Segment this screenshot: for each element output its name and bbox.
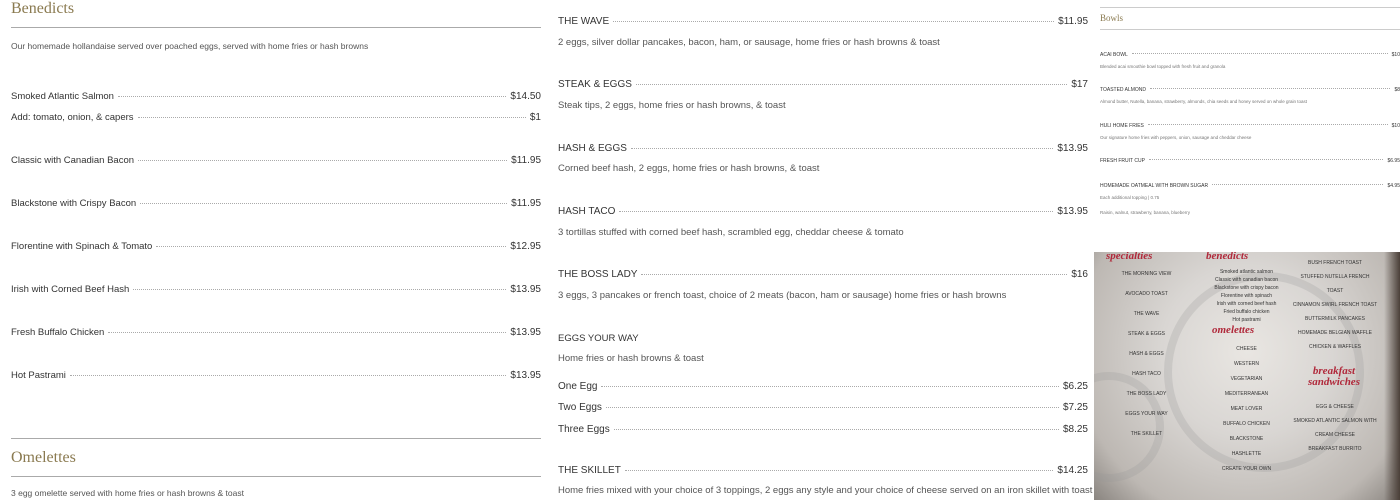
- leader-dots: [1148, 124, 1388, 125]
- leader-dots: [138, 117, 526, 118]
- item-description: Blended acai smoothie bowl topped with fresh fruit and granola: [1100, 64, 1226, 69]
- menu-item: [1100, 87, 1400, 93]
- item-price: $12.95: [510, 241, 541, 252]
- menu-item: [558, 269, 1088, 280]
- menu-item: [1100, 183, 1400, 189]
- item-price: $1: [529, 112, 541, 123]
- leader-dots: [1212, 184, 1383, 185]
- leader-dots: [1150, 88, 1390, 89]
- item-name: Florentine with Spinach & Tomato: [11, 241, 153, 252]
- leader-dots: [108, 332, 506, 333]
- item-description: Each additional topping | 0.75: [1100, 195, 1160, 200]
- leader-dots: [625, 470, 1054, 471]
- item-name: Fresh Buffalo Chicken: [11, 327, 105, 338]
- item-price: $11.95: [1058, 16, 1088, 27]
- photo-text: BUSH FRENCH TOAST STUFFED NUTELLA FRENCH TOAST CINNAMON SWIRL FRENCH TOAST BUTTERMILK PANCAKES HOMEMADE BELGIAN WAFFLE CHICKEN & WAFFLES: [1292, 260, 1378, 350]
- item-name: Irish with Corned Beef Hash: [11, 284, 130, 295]
- item-price: $13.95: [510, 327, 541, 338]
- item-name: THE SKILLET: [558, 465, 621, 476]
- item-price: $10: [1391, 123, 1400, 129]
- menu-item: [11, 112, 541, 123]
- item-name: Three Eggs: [558, 424, 610, 435]
- item-description: Steak tips, 2 eggs, home fries or hash browns, & toast: [558, 100, 786, 111]
- photo-text: THE MORNING VIEW AVOCADO TOAST THE WAVE STEAK & EGGS HASH & EGGS HASH TACO THE BOSS LADY EGGS YOUR WAY THE SKILLET: [1121, 271, 1172, 437]
- item-name: TOASTED ALMOND: [1100, 87, 1147, 93]
- menu-item: [11, 284, 541, 295]
- leader-dots: [619, 211, 1053, 212]
- photo-text: EGG & CHEESE SMOKED ATLANTIC SALMON WITH CREAM CHEESE BREAKFAST BURRITO: [1293, 404, 1377, 452]
- leader-dots: [70, 375, 507, 376]
- section-description: Our homemade hollandaise served over poached eggs, served with home fries or hash browns: [11, 41, 369, 51]
- photo-heading: breakfast sandwiches: [1308, 365, 1360, 388]
- menu-item: [1100, 158, 1400, 164]
- section-title-benedicts: Benedicts: [11, 0, 75, 17]
- leader-dots: [613, 21, 1054, 22]
- leader-dots: [601, 386, 1058, 387]
- photo-heading: benedicts: [1206, 252, 1249, 262]
- item-price: $14.25: [1057, 465, 1088, 476]
- menu-item: [558, 16, 1088, 27]
- menu-item: [1100, 123, 1400, 129]
- item-description: Home fries or hash browns & toast: [558, 353, 704, 364]
- item-description: Our signature home fries with peppers, onion, sausage and cheddar cheese: [1100, 135, 1252, 140]
- divider: [1100, 29, 1400, 30]
- item-name: Two Eggs: [558, 402, 602, 413]
- item-name: THE WAVE: [558, 16, 610, 27]
- item-price: $6.95: [1387, 158, 1400, 164]
- item-name: One Egg: [558, 381, 598, 392]
- leader-dots: [138, 160, 507, 161]
- menu-item: [558, 79, 1088, 90]
- item-name: HULI HOME FRIES: [1100, 123, 1144, 129]
- menu-item: [558, 424, 1088, 435]
- section-title-omelettes: Omelettes: [11, 449, 76, 466]
- item-price: $11.95: [511, 155, 541, 166]
- item-price: $17: [1071, 79, 1088, 90]
- item-name: HOMEMADE OATMEAL WITH BROWN SUGAR: [1100, 183, 1209, 189]
- menu-item: [558, 465, 1088, 476]
- item-price: $10: [1391, 52, 1400, 58]
- item-price: $7.25: [1062, 402, 1088, 413]
- item-name: Hot Pastrami: [11, 370, 66, 381]
- section-title-bowls: Bowls: [1100, 13, 1124, 23]
- item-price: $16: [1071, 269, 1088, 280]
- menu-item: [11, 91, 541, 102]
- leader-dots: [133, 289, 506, 290]
- item-name: ACAI BOWL: [1100, 52, 1128, 58]
- eggs-your-way-title: EGGS YOUR WAY: [558, 333, 639, 344]
- item-name: Add: tomato, onion, & capers: [11, 112, 134, 123]
- menu-item: [11, 370, 541, 381]
- item-name: Classic with Canadian Bacon: [11, 155, 135, 166]
- item-name: HASH TACO: [558, 206, 616, 217]
- section-description: 3 egg omelette served with home fries or hash browns & toast: [11, 488, 244, 498]
- item-price: $11.95: [511, 198, 541, 209]
- leader-dots: [118, 96, 506, 97]
- menu-photo: [1094, 252, 1400, 500]
- menu-item: [11, 198, 541, 209]
- photo-text: CHEESE WESTERN VEGETARIAN MEDITERRANEAN MEAT LOVER BUFFALO CHICKEN BLACKSTONE HASHLETTE CREATE YOUR OWN: [1221, 346, 1272, 472]
- item-name: STEAK & EGGS: [558, 79, 632, 90]
- item-description: Home fries mixed with your choice of 3 toppings, 2 eggs any style and your choice of cheese served on an iron skillet with toast: [558, 485, 1093, 496]
- item-name: THE BOSS LADY: [558, 269, 638, 280]
- item-price: $14.50: [510, 91, 541, 102]
- menu-item: [11, 155, 541, 166]
- menu-item: [558, 381, 1088, 392]
- divider: [1100, 7, 1400, 8]
- item-price: $8.25: [1062, 424, 1088, 435]
- item-name: Blackstone with Crispy Bacon: [11, 198, 137, 209]
- item-description: Almond butter, Nutella, banana, strawberry, almonds, chia seeds and honey served on whole grain toast: [1100, 99, 1308, 104]
- item-name: HASH & EGGS: [558, 143, 627, 154]
- menu-item: [11, 327, 541, 338]
- menu-item: [11, 241, 541, 252]
- item-price: $6.25: [1062, 381, 1088, 392]
- leader-dots: [156, 246, 506, 247]
- leader-dots: [140, 203, 507, 204]
- item-price: $13.95: [510, 284, 541, 295]
- leader-dots: [606, 407, 1059, 408]
- item-description: 3 tortillas stuffed with corned beef hash, scrambled egg, cheddar cheese & tomato: [558, 227, 904, 238]
- leader-dots: [614, 429, 1059, 430]
- column-benedicts: [11, 0, 541, 500]
- divider: [11, 438, 541, 439]
- item-description: Raisin, walnut, strawberry, banana, blueberry: [1100, 210, 1190, 215]
- item-name: Smoked Atlantic Salmon: [11, 91, 114, 102]
- leader-dots: [631, 148, 1054, 149]
- item-price: $13.95: [1057, 206, 1088, 217]
- divider: [11, 476, 541, 477]
- leader-dots: [636, 84, 1067, 85]
- photo-text: Smoked atlantic salmon Classic with canadian bacon Blackstone with crispy bacon Florentine with spinach Irish with corned beef hash Fried buffalo chicken Hot pastrami: [1214, 269, 1279, 323]
- photo-shadow: [1384, 252, 1400, 500]
- menu-item: [558, 402, 1088, 413]
- item-price: $8: [1394, 87, 1400, 93]
- item-price: $4.95: [1387, 183, 1400, 189]
- divider: [11, 27, 541, 28]
- leader-dots: [641, 274, 1067, 275]
- menu-item: [558, 143, 1088, 154]
- photo-heading: specialties: [1106, 252, 1153, 262]
- photo-heading: omelettes: [1212, 324, 1255, 336]
- leader-dots: [1149, 159, 1384, 160]
- item-name: FRESH FRUIT CUP: [1100, 158, 1145, 164]
- item-description: Corned beef hash, 2 eggs, home fries or hash browns, & toast: [558, 163, 820, 174]
- column-specialties: [558, 0, 1093, 500]
- item-price: $13.95: [1057, 143, 1088, 154]
- item-description: 3 eggs, 3 pancakes or french toast, choice of 2 meats (bacon, ham or sausage) home fries or hash browns: [558, 290, 1007, 301]
- leader-dots: [1132, 53, 1388, 54]
- item-description: 2 eggs, silver dollar pancakes, bacon, ham, or sausage, home fries or hash browns & toast: [558, 37, 940, 48]
- menu-item: [1100, 52, 1400, 58]
- menu-item: [558, 206, 1088, 217]
- item-price: $13.95: [510, 370, 541, 381]
